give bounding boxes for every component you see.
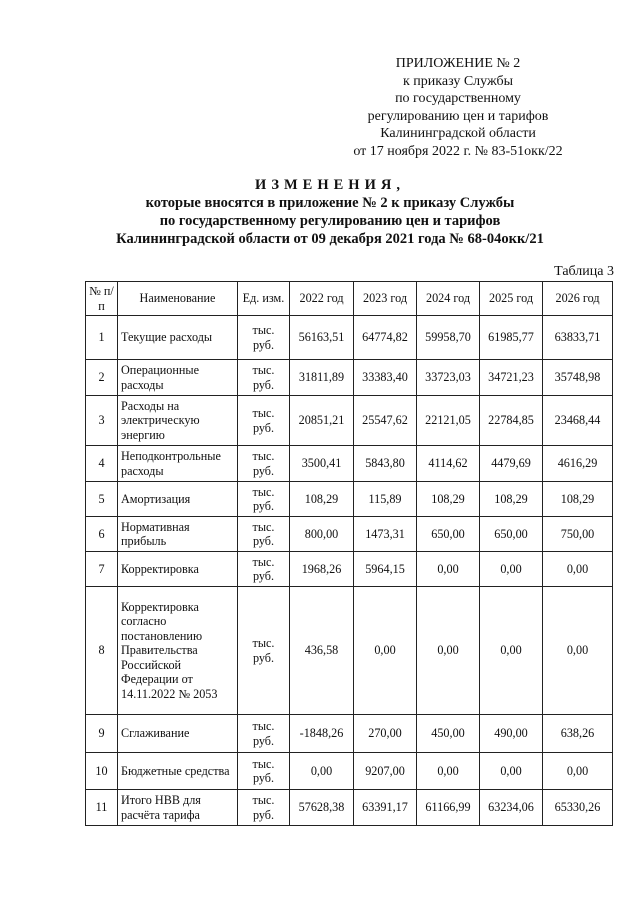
table-caption: Таблица 3: [554, 264, 614, 279]
value-2024: 22121,05: [417, 396, 480, 446]
value-2026: 750,00: [543, 517, 613, 552]
appendix-line: Калининградской области: [380, 126, 536, 141]
value-2023: 0,00: [354, 587, 417, 715]
row-name: Неподконтрольные расходы: [118, 446, 238, 482]
table-row: [86, 482, 613, 517]
value-2023: 64774,82: [354, 316, 417, 360]
value-2026: 0,00: [543, 552, 613, 587]
row-unit: тыс. руб.: [238, 587, 290, 715]
value-2025: 0,00: [480, 753, 543, 790]
document-heading: [60, 176, 600, 248]
value-2026: 35748,98: [543, 360, 613, 396]
row-unit: тыс. руб.: [238, 316, 290, 360]
value-2026: 108,29: [543, 482, 613, 517]
value-2022: 56163,51: [290, 316, 354, 360]
value-2022: 20851,21: [290, 396, 354, 446]
header-num: № п/п: [86, 282, 118, 316]
row-name: Корректировка: [118, 552, 238, 587]
value-2026: 0,00: [543, 587, 613, 715]
row-number: 4: [86, 446, 118, 482]
row-name: Расходы на электрическую энергию: [118, 396, 238, 446]
value-2022: 1968,26: [290, 552, 354, 587]
value-2023: 115,89: [354, 482, 417, 517]
row-name: Корректировка согласно постановлению Правительства Российской Федерации от 14.11.2022 № 2053: [118, 587, 238, 715]
table-row: [86, 396, 613, 446]
row-name: Итого НВВ для расчёта тарифа: [118, 790, 238, 826]
row-unit: тыс. руб.: [238, 482, 290, 517]
value-2023: 1473,31: [354, 517, 417, 552]
value-2024: 0,00: [417, 587, 480, 715]
row-number: 5: [86, 482, 118, 517]
value-2026: 65330,26: [543, 790, 613, 826]
header-2022: 2022 год: [290, 282, 354, 316]
value-2024: 33723,03: [417, 360, 480, 396]
value-2024: 4114,62: [417, 446, 480, 482]
value-2025: 0,00: [480, 587, 543, 715]
table-header-row: [86, 282, 613, 316]
value-2025: 108,29: [480, 482, 543, 517]
value-2023: 25547,62: [354, 396, 417, 446]
value-2024: 61166,99: [417, 790, 480, 826]
value-2025: 22784,85: [480, 396, 543, 446]
table-row: [86, 446, 613, 482]
row-unit: тыс. руб.: [238, 517, 290, 552]
row-unit: тыс. руб.: [238, 396, 290, 446]
row-name: Сглаживание: [118, 715, 238, 753]
appendix-block: [328, 55, 588, 160]
appendix-line: от 17 ноября 2022 г. № 83-51окк/22: [353, 143, 563, 159]
row-name: Нормативная прибыль: [118, 517, 238, 552]
table-row: [86, 552, 613, 587]
value-2025: 34721,23: [480, 360, 543, 396]
table-row: [86, 753, 613, 790]
value-2025: 0,00: [480, 552, 543, 587]
heading-line: по государственному регулированию цен и тарифов: [159, 213, 501, 229]
value-2025: 63234,06: [480, 790, 543, 826]
row-number: 2: [86, 360, 118, 396]
row-number: 1: [86, 316, 118, 360]
value-2024: 450,00: [417, 715, 480, 753]
row-number: 9: [86, 715, 118, 753]
appendix-line: ПРИЛОЖЕНИЕ № 2: [395, 56, 521, 71]
row-number: 11: [86, 790, 118, 826]
header-2023: 2023 год: [354, 282, 417, 316]
row-unit: тыс. руб.: [238, 446, 290, 482]
heading-line: которые вносятся в приложение № 2 к приказу Службы: [145, 195, 515, 211]
row-number: 6: [86, 517, 118, 552]
value-2023: 33383,40: [354, 360, 417, 396]
row-name: Текущие расходы: [118, 316, 238, 360]
row-number: 8: [86, 587, 118, 715]
value-2025: 61985,77: [480, 316, 543, 360]
heading-line: Калининградской области от 09 декабря 2021 года № 68-04окк/21: [116, 231, 544, 247]
header-2024: 2024 год: [417, 282, 480, 316]
value-2025: 650,00: [480, 517, 543, 552]
value-2023: 5843,80: [354, 446, 417, 482]
value-2026: 63833,71: [543, 316, 613, 360]
header-name: Наименование: [118, 282, 238, 316]
value-2024: 0,00: [417, 552, 480, 587]
value-2022: 436,58: [290, 587, 354, 715]
row-number: 7: [86, 552, 118, 587]
value-2022: 3500,41: [290, 446, 354, 482]
value-2022: 57628,38: [290, 790, 354, 826]
value-2024: 650,00: [417, 517, 480, 552]
table-row: [86, 587, 613, 715]
value-2022: 31811,89: [290, 360, 354, 396]
row-unit: тыс. руб.: [238, 360, 290, 396]
value-2026: 23468,44: [543, 396, 613, 446]
table-row: [86, 715, 613, 753]
value-2024: 59958,70: [417, 316, 480, 360]
table-row: [86, 360, 613, 396]
row-unit: тыс. руб.: [238, 715, 290, 753]
value-2026: 0,00: [543, 753, 613, 790]
row-name: Операционные расходы: [118, 360, 238, 396]
table-row: [86, 316, 613, 360]
value-2023: 270,00: [354, 715, 417, 753]
row-unit: тыс. руб.: [238, 753, 290, 790]
appendix-line: регулированию цен и тарифов: [367, 108, 549, 124]
row-number: 10: [86, 753, 118, 790]
value-2023: 9207,00: [354, 753, 417, 790]
row-unit: тыс. руб.: [238, 552, 290, 587]
value-2026: 4616,29: [543, 446, 613, 482]
row-number: 3: [86, 396, 118, 446]
value-2022: 108,29: [290, 482, 354, 517]
value-2022: -1848,26: [290, 715, 354, 753]
value-2025: 4479,69: [480, 446, 543, 482]
table-row: [86, 517, 613, 552]
heading-title: ИЗМЕНЕНИЯ,: [255, 177, 405, 193]
appendix-line: к приказу Службы: [403, 73, 513, 89]
value-2026: 638,26: [543, 715, 613, 753]
value-2024: 108,29: [417, 482, 480, 517]
row-name: Амортизация: [118, 482, 238, 517]
tariff-table: [85, 281, 613, 826]
appendix-line: по государственному: [395, 91, 521, 106]
value-2023: 63391,17: [354, 790, 417, 826]
row-unit: тыс. руб.: [238, 790, 290, 826]
header-2025: 2025 год: [480, 282, 543, 316]
row-name: Бюджетные средства: [118, 753, 238, 790]
header-2026: 2026 год: [543, 282, 613, 316]
header-unit: Ед. изм.: [238, 282, 290, 316]
value-2024: 0,00: [417, 753, 480, 790]
value-2022: 0,00: [290, 753, 354, 790]
value-2025: 490,00: [480, 715, 543, 753]
value-2023: 5964,15: [354, 552, 417, 587]
value-2022: 800,00: [290, 517, 354, 552]
table-row: [86, 790, 613, 826]
